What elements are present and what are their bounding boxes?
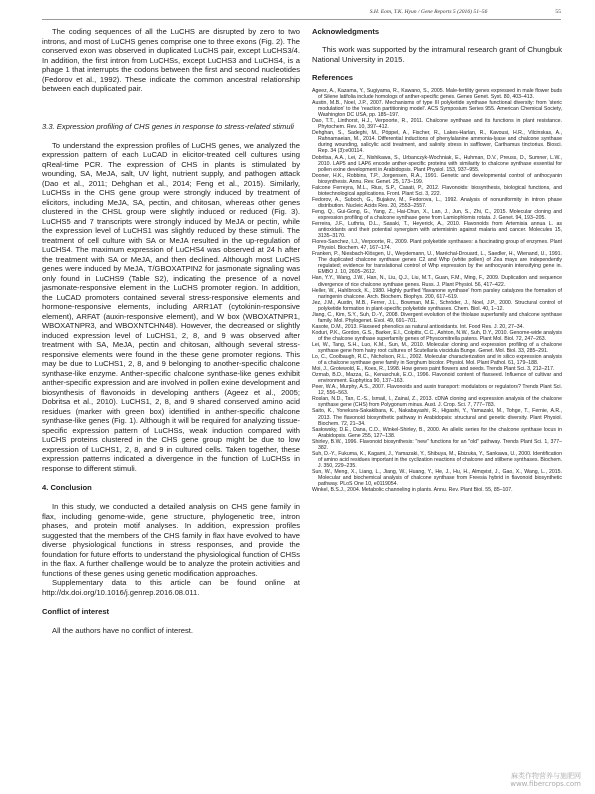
acknowledgments-text: This work was supported by the intramural research grant of Chungbuk National University in 2015. [312,45,562,64]
reference-item[interactable]: Suh, D.-Y., Fukuma, K., Kagami, J., Yamazaki, Y., Shibuya, M., Ebizuka, Y., Sankawa, U., 2000. Identification of amino acid residues important in the cyclization reactions of chalcone and stilbene synthases. Biochem. J. 350, 229–235. [312,450,562,469]
running-head-title: S.H. Eom, T.K. Hyun / Gene Reports 5 (2016) 51–56 [369,9,488,15]
reference-item[interactable]: Falcone Ferreyra, M.L., Rius, S.P., Casati, P., 2012. Flavonoids: biosynthesis, biological functions, and biotechnological applications. Front. Plant Sci. 3, 222. [312,184,562,197]
reference-item[interactable]: Flores-Sanchez, I.J., Verpoorte, R., 2009. Plant polyketide synthases: a fascinating group of enzymes. Plant Physiol. Biochem. 47, 167–174. [312,239,562,252]
right-column [312,27,562,493]
conclusion-title: 4. Conclusion [42,483,92,492]
reference-item[interactable]: Austin, M.B., Noel, J.P., 2007. Mechanisms of type III polyketide synthase functional diversity: from 'steric modulation' to the 'reaction partitioning model'. ACS Symposium Series 955. American Chemical Society, Washington DC USA, pp. 185–197. [312,100,562,119]
reference-item[interactable]: Saito, K., Yonekura-Sakakibara, K., Nakabayashi, R., Higashi, Y., Yamazaki, M., Tohge, T., Fernie, A.R., 2013. The flavonoid biosynthetic pathway in Arabidopsis: structural and genetic diversity. Plant Physiol. Biochem. 72, 21–34. [312,408,562,427]
reference-item[interactable]: Fedorov, A., Suboch, G., Bujakov, M., Fedorova, L., 1992. Analysis of nonuniformity in intron phase distribution. Nucleic Acids Res. 20, 2553–2557. [312,196,562,209]
reference-item[interactable]: Feng, Q., Gui-Gong, G., Yang, Z., Hai-Chun, X., Lan, J., Jun, S., Zhi, C., 2015. Molecular cloning and expression profiling of a chalcone synthase gene from Lamiophlomis rotata. J. Genet. 94, 193–205. [312,208,562,221]
intro-paragraph: The coding sequences of all the LuCHS are disrupted by zero to two introns, and most of LuCHS genes comprise one to three exons (Fig. 2). The conserved exon was observed in duplicated LuCHS pair, except LuCHS3/4. In addition, the first intron from LuCHSs, except LuCHS3 and LuCHS4, is a phage 1 that interrupts the codons between the first and second nucleotides (Fedorov et al., 1992). These indicate the common ancestral relationship between each duplicated pair. [42,27,300,93]
reference-item[interactable]: Dao, T.T., Linthorst, H.J., Verpoorte, R., 2011. Chalcone synthase and its functions in plant resistance. Phytochem. Rev. 10, 397–412. [312,118,562,131]
conclusion-paragraph: In this study, we conducted a detailed analysis on CHS gene family in flax, including genome-wide, gene structure, phylogenetic tree, intron phases, and protein motif analyses. In addition, expression profiles suggested that the members of the CHS family in flax have evolved to have diverse physiological functions in stress responses, and provide the foundation for future efforts to understand the physiological function of CHSs in the flax. A further challenge would be to analyze the protein activities and functions of these genes using genetic modification approaches. [42,502,300,578]
references-title: References [312,73,353,82]
reference-item[interactable]: Dehghan, S., Sadeghi, M., Pöppel, A., Fischer, R., Lakes-Harlan, R., Kavousi, H.R., Vilcinskas, A., Rahnamaeian, M., 2014. Differential inductions of phenylalanine ammonia-lyase and chalcone synthase during wounding, salicylic acid treatment, and salinity stress in safflower, Carthamus tinctorius. Biosci. Rep. 34 (3):e00114. [312,130,562,155]
conflict-title: Conflict of interest [42,607,110,616]
reference-list [312,88,562,493]
reference-item[interactable]: Winkel, B.S.J., 2004. Metabolic channeling in plants. Annu. Rev. Plant Biol. 55, 85–107. [312,487,513,494]
reference-item[interactable]: Kasote, D.M., 2013. Flaxseed phenolics as natural antioxidants. Int. Food Res. J. 20, 27–34. [312,323,524,330]
conflict-text: All the authors have no conflict of interest. [52,626,193,635]
reference-item[interactable]: Dooner, H.K., Robbins, T.P., Jorgensen, R.A., 1991. Genetic and developmental control of anthocyanin biosynthesis. Annu. Rev. Genet. 25, 173–199. [312,172,562,185]
reference-item[interactable]: Ozmab, B.D., Mazza, G., Kenaschuk, E.O., 1996. Flavonoid content of flaxseed. Influence of cultivar and environment. Euphytica 90, 137–163. [312,372,562,385]
reference-item[interactable]: Franken, P., Niesbach-Klösgen, U., Weydemann, U., Maréchal-Drouard, L., Saedler, H., Wienand, U., 1991. The duplicated chalcone synthase genes C2 and Whp (white pollen) of Zea mays are independently regulated; evidence for translational control of Whp expression by the anthocyanin intensifying gene in. EMBO J. 10, 2605–2612. [312,251,562,276]
reference-item[interactable]: Shirley, B.W., 1996. Flavonoid biosynthesis: "new" functions for an "old" pathway. Trends Plant Sci. 1, 377–382. [312,438,562,451]
page-number: 55 [555,9,561,15]
reference-item[interactable]: Jiang, C., Kim, S.Y., Suh, D.-Y., 2008. Divergent evolution of the thiolase superfamily and chalcone synthase family. Mol. Phylogenet. Evol. 49, 691–701. [312,311,562,324]
watermark [510,772,581,788]
watermark-line-2: www.fibercrops.com [510,780,581,788]
reference-item[interactable]: Jez, J.M., Austin, M.B., Ferrer, J.L., Bowman, M.E., Schröder, J., Noel, J.P., 2000. Structural control of polyketide formation in plant-specific polyketide synthases. Chem. Biol. 40, 1–12. [312,299,562,312]
header-rule [42,19,561,20]
reference-item[interactable]: Heller, W., Hahlbrock, K., 1980. Highly purified 'flavanone synthase' from parsley catalyzes the formation of naringenin chalcone. Arch. Biochem. Biophys. 200, 617–619. [312,287,562,300]
reference-item[interactable]: Peer, W.A., Murphy, A.S., 2007. Flavonoids and auxin transport: modulators or regulators? Trends Plant Sci. 12, 556–563. [312,384,562,397]
reference-item[interactable]: Lei, W., Tang, S.H., Luo, K.M., Sun, M., 2010. Molecular cloning and expression profiling of a chalcone synthase gene from hairy root cultures of Scutellaria viscidula Bunge. Genet. Mol. Biol. 33, 285–291. [312,341,562,355]
reference-item[interactable]: Sun, W., Meng, X., Liang, L., Jiang, W., Huang, Y., He, J., Hu, H., Almqvist, J., Gao, X., Wang, L., 2015. Molecular and biochemical analysis of chalcone synthase from Freesia hybrid in flavonoid biosynthetic pathway. PLoS One 10, e0119054. [312,468,562,488]
reference-item[interactable]: Ageez, A., Kazama, Y., Sugiyama, R., Kawano, S., 2005. Male-fertility genes expressed in male flower buds of Silene latifolia include homologs of anther-specific genes. Genes Genet. Syst. 80, 403–413. [312,88,562,101]
reference-item[interactable]: Sasłowsky, D.E., Dana, C.D., Winkel-Shirley, B., 2000. An allelic series for the chalcone synthase locus in Arabidopsis. Gene 255, 127–138. [312,426,562,439]
reference-item[interactable]: Roslan, N.D., Tan, C.-S., Ismail, I., Zainal, Z., 2013. cDNA cloning and expression analysis of the chalcone synthase gene (CHS) from Polygonum minus. Aust. J. Crop. Sci. 7, 777–783. [312,396,562,409]
acknowledgments-title: Acknowledgments [312,27,380,36]
reference-item[interactable]: Moi, J., Grotewold, E., Koes, R., 1998. How genes paint flowers and seeds. Trends Plant Sci. 3, 212–217. [312,366,555,373]
reference-item[interactable]: Dobritsa, A.A., Lei, Z., Nishikawa, S., Urbanczyk-Wochniak, E., Huhman, D.V., Preuss, D., Sumner, L.W., 2010. LAP5 and LAP6 encode anther-specific proteins with similarity to chalcone synthase essential for pollen exine development in Arabidopsis. Plant Physiol. 153, 937–955. [312,154,562,173]
reference-item[interactable]: Ferreira, J.F., Luthria, D.L., Sasaki, T., Heyerick, A., 2010. Flavonoids from Artemisia annua L. as antioxidants and their potential synergism with artemisinin against malaria and cancer. Molecules 15, 3135–3170. [312,221,562,240]
reference-item[interactable]: Koduri, P.K., Gordon, G.S., Barker, E.I., Colpitts, C.C., Ashton, N.W., Suh, D.Y., 2010. Genome-wide analysis of the chalcone synthase superfamily genes of Physcomitrella patens. Plant Mol. Biol. 72, 247–263. [312,329,562,342]
reference-item[interactable]: Han, Y.Y., Wang, J.W., Han, N., Liu, Q.J., Liu, M.T., Guan, F.M., Ming, F., 2009. Duplication and sequence divergence of rice chalcone synthase genes. Russ. J. Plant Physiol. 56, 417–422. [312,275,562,288]
watermark-line-1: 麻类作物营养与施肥网 [511,772,581,780]
reference-item[interactable]: Lo, C., Coolbaugh, R.C., Nicholson, R.L., 2002. Molecular characterization and in silico expression analysis of a chalcone synthase gene family in Sorghum bicolor. Physiol. Mol. Plant Pathol. 61, 179–188. [312,354,562,367]
supplementary-paragraph: Supplementary data to this article can be found online at http://dx.doi.org/10.1016/j.genrep.2016.08.011. [42,578,300,597]
running-head [370,9,561,15]
section-3-3-title: 3.3. Expression profiling of CHS genes in response to stress-related stimuli [42,121,294,131]
expression-paragraph: To understand the expression profiles of LuCHS genes, we analyzed the expression pattern of each LuCAD in elicitor-treated cell cultures using qReal-time PCR. The expression of CHS in plants is stimulated by wounding, SA, MeJA, salt, UV light, nutrient supply, and pathogen attack (Dao et al., 2011; Dehghan et al., 2014; Feng et al., 2015). Similarly, LuCHSs in the CHS gene group were strongly induced by treatment of elicitors, including MeJA, SA, pectin, and chitosan, whereas other genes clustered in the CHSL group were slightly induced or reduced (Fig. 3). LuCHS5 and 7 transcripts were strongly induced by MeJA or pectin, while the expression level of LuCHS1 was slightly reduced by these stimuli. The treatment of cell culture with SA or MeJA resulted in the up-regulation of LuCHS4. The maximum expression of LuCHS4 was observed at 24 h after the treatment with SA or MeJA, and then declined. Although most LuCHS genes were induced by MeJA, T/GBOXATPIN2 for jasmonate signaling was only found in LuCHS9 (Table S2), indicating the presence of a novel jasmonate-responsive element in the LuCHS promoter region. In addition, the LuCAD promoters contained several stress-responsive elements and hormone-responsive elements, including ARR1AT (cytokinin-responsive element), ARFAT (auxin-responsive element), and W box (WBOXATNPR1, WBOXATNPR3, and WBOXNTCHN48). However, the decreased or slightly induced expression level of LuCHS1, 2, 8, and 9 was observed after treatment with SA, MeJA, pectin and chitosan, although several stress-responsive elements were found in the these gene promoter regions. This may be due to LuCHS1, 2, 8, and 9 belonging to another-specific chalcone synthase-like enzyme. Anther-specific chalcone synthase-like genes exhibit anther-specific expression and are involved in pollen exine development and biosynthesis of flavonoids in developing anthers (Ageez et al., 2005; Dobritsa et al., 2010). LuCHS1, 2, 8, and 9 shared conserved amino acid residues (marker with green box) identified in anther-specific chalcone synthase-like genes (Fig. 1). Although it will be required for analyzing tissue-specific expression pattern of LuCHSs, weak induction compared with LuCHS proteins clustered in the CHS gene group might be due to low expression of LuCHS1, 2, 8, and 9 in cultured cells. Taken together, these expression patterns indicated a divergence in the function of LuCHSs in response to different stimuli. [42,140,300,473]
left-column [42,27,300,636]
